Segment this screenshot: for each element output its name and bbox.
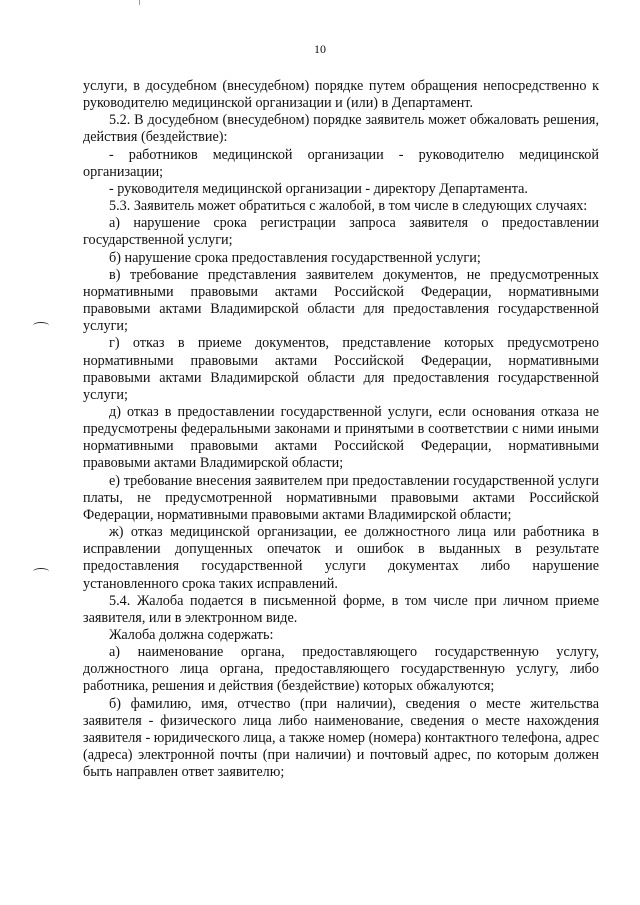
- paragraph-5-3-item-v: в) требование представления заявителем документов, не предусмотренных нормативными правовыми актами Российской Федерации, нормативными правовыми актами Владимирской области для предоставления государственной услуги;: [83, 266, 599, 335]
- paragraph-5-2-item-2: - руководителя медицинской организации - директору Департамента.: [109, 180, 528, 197]
- paragraph-complaint-contents: Жалоба должна содержать:: [109, 627, 274, 643]
- paragraph-continuation: услуги, в досудебном (внесудебном) порядке путем обращения непосредственно к руководителю медицинской организации и (или) в Департамент.: [83, 78, 599, 112]
- margin-pen-mark: [33, 568, 49, 575]
- paragraph-5-3-item-b: б) нарушение срока предоставления государственной услуги;: [109, 249, 481, 266]
- paragraph-5-3-item-d: д) отказ в предоставлении государственной услуги, если основания отказа не предусмотрены федеральными законами и принятыми в соответствии с ними иными нормативными правовыми актами Российской Федерации, нормативными правовыми актами Владимирской области;: [83, 403, 599, 472]
- paragraph-5-3-item-a: а) нарушение срока регистрации запроса заявителя о предоставлении государственной услуги;: [83, 215, 599, 249]
- margin-pen-mark: [33, 322, 49, 329]
- paragraph-5-2-item-1: - работников медицинской организации - руководителю медицинской организации;: [83, 146, 599, 180]
- paragraph-complaint-item-b: б) фамилию, имя, отчество (при наличии), сведения о месте жительства заявителя - физического лица либо наименование, сведения о месте нахождения заявителя - юридического лица, а также номер (номера) контактного телефона, адрес (адреса) электронной почты (при наличии) и почтовый адрес, по которым должен быть направлен ответ заявителю;: [83, 695, 599, 781]
- page-number: 10: [314, 42, 326, 56]
- paragraph-5-4: 5.4. Жалоба подается в письменной форме, в том числе при личном приеме заявителя, или в электронном виде.: [83, 592, 599, 626]
- paragraph-5-3-item-g: г) отказ в приеме документов, представление которых предусмотрено нормативными правовыми актами Российской Федерации, нормативными правовыми актами Владимирской области для предоставления государственной услуги;: [83, 335, 599, 403]
- paragraph-5-3: 5.3. Заявитель может обратиться с жалобой, в том числе в следующих случаях:: [109, 198, 588, 215]
- paragraph-complaint-item-a: а) наименование органа, предоставляющего государственную услугу, должностного лица органа, предоставляющего государственную услугу, либо работника, решения и действия (бездействие) которых обжалуются;: [83, 644, 599, 695]
- paragraph-5-3-item-e: е) требование внесения заявителем при предоставлении государственной услуги платы, не предусмотренной нормативными правовыми актами Российской Федерации, нормативными правовыми актами Владимирской области;: [83, 472, 599, 523]
- paragraph-5-2: 5.2. В досудебном (внесудебном) порядке заявитель может обжаловать решения, действия (бездействие):: [83, 112, 599, 146]
- paragraph-5-3-item-zh: ж) отказ медицинской организации, ее должностного лица или работника в исправлении допущенных опечаток и ошибок в выданных в результате предоставления государственной услуги документах либо нарушение установленного срока таких исправлений.: [83, 524, 599, 592]
- document-body: [83, 78, 599, 781]
- scan-artifact-tick: [139, 0, 140, 5]
